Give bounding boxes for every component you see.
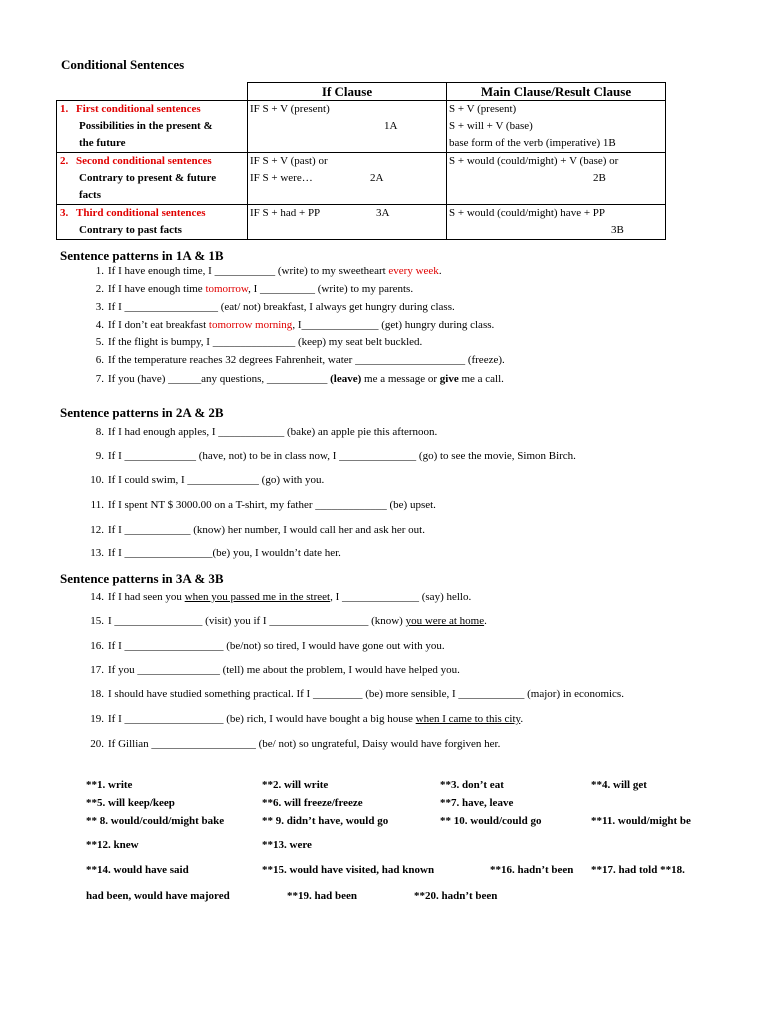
pattern-code: 1A [384, 120, 398, 132]
exercise-item [86, 263, 442, 279]
item-text: If I _________________ (eat/ not) breakfast, I always get hungry during class. [108, 301, 455, 313]
item-text: If I __________________ (be/not) so tired, I would have gone out with you. [108, 640, 445, 652]
item-number: 19. [90, 713, 104, 725]
item-text: If I spent NT $ 3000.00 on a T-shirt, my father _____________ (be) upset. [108, 499, 436, 511]
pattern-code: 3A [376, 207, 390, 219]
exercise-item [86, 334, 422, 350]
condition-title: Second conditional sentences [76, 155, 212, 167]
header-blank-cell [57, 83, 248, 101]
item-text: . [520, 713, 524, 725]
table-row [57, 101, 666, 153]
pattern-code: 2A [370, 172, 384, 184]
exercise-item [86, 589, 471, 605]
answer: ** 9. didn’t have, would go [262, 815, 389, 827]
item-number: 14. [90, 591, 104, 603]
exercise-item [86, 299, 455, 315]
main-clause-cell [447, 101, 666, 153]
answer: ** 10. would/could go [440, 815, 542, 827]
page-title: Conditional Sentences [61, 57, 185, 72]
if-clause-line: IF S + V (past) or [250, 155, 328, 167]
item-text: If you _______________ (tell) me about the problem, I would have helped you. [108, 664, 460, 676]
exercise-item [86, 522, 425, 538]
underlined-phrase: when I came to this city [415, 713, 521, 725]
section-heading: Sentence patterns in 1A & 1B [60, 248, 224, 263]
item-number: 9. [95, 450, 104, 462]
condition-number: 3. [60, 207, 69, 219]
exercise-item [86, 545, 341, 561]
condition-description: Possibilities in the present & [79, 120, 213, 132]
if-clause-cell [248, 153, 447, 205]
exercise-item [86, 317, 494, 333]
answer: **17. had told **18. [591, 864, 685, 876]
exercise-item [86, 638, 445, 654]
answer: **14. would have said [86, 864, 189, 876]
item-text: If I __________________ (be) rich, I would have bought a big house [108, 713, 416, 725]
exercise-item [86, 662, 460, 678]
item-number: 1. [95, 265, 104, 277]
time-expression: every week [388, 265, 439, 277]
item-text: me a message or [361, 373, 440, 385]
item-text: me a call. [458, 373, 504, 385]
condition-description: the future [79, 137, 126, 149]
underlined-phrase: you were at home [405, 615, 485, 627]
answer: **12. knew [86, 839, 139, 851]
exercise-item [86, 448, 576, 464]
answer: **5. will keep/keep [86, 797, 175, 809]
pattern-code: 3B [611, 224, 624, 236]
item-text: . [438, 265, 442, 277]
exercise-item [86, 497, 436, 513]
answer: ** 8. would/could/might bake [86, 815, 225, 827]
condition-title: First conditional sentences [76, 103, 201, 115]
answer: **19. had been [287, 890, 357, 902]
condition-name-cell [57, 153, 248, 205]
exercise-item [86, 472, 324, 488]
item-number: 8. [95, 426, 104, 438]
condition-number: 1. [60, 103, 69, 115]
item-text: If Gillian ___________________ (be/ not) so ungrateful, Daisy would have forgiven her. [108, 738, 501, 750]
exercise-item [86, 352, 505, 368]
item-number: 3. [95, 301, 104, 313]
item-number: 6. [95, 354, 104, 366]
item-number: 12. [90, 524, 104, 536]
main-clause-line: S + would (could/might) + V (base) or [449, 155, 619, 167]
answer: **3. don’t eat [440, 779, 504, 791]
item-text: If I ____________ (know) her number, I would call her and ask her out. [108, 524, 425, 536]
item-number: 17. [90, 664, 104, 676]
answer: **20. hadn’t been [414, 890, 498, 902]
time-expression: tomorrow [205, 283, 249, 295]
exercise-item [86, 711, 523, 727]
item-number: 11. [90, 499, 104, 511]
condition-name-cell [57, 205, 248, 240]
time-expression: tomorrow morning [208, 319, 293, 331]
item-number: 20. [90, 738, 104, 750]
section-heading: Sentence patterns in 2A & 2B [60, 405, 224, 420]
item-text: If I had enough apples, I ____________ (bake) an apple pie this afternoon. [108, 426, 438, 438]
item-text: If I don’t eat breakfast [108, 319, 209, 331]
item-text: (leave) [330, 373, 362, 385]
item-text: If I _____________ (have, not) to be in class now, I ______________ (go) to see the movie, Simon Birch. [108, 450, 576, 462]
item-number: 13. [90, 547, 104, 559]
underlined-phrase: when you passed me in the street [184, 591, 331, 603]
item-text: , I __________ (write) to my parents. [248, 283, 414, 295]
if-clause-cell [248, 101, 447, 153]
item-text: , I______________ (get) hungry during class. [292, 319, 495, 331]
item-text: If I could swim, I _____________ (go) with you. [108, 474, 325, 486]
item-text: If the flight is bumpy, I _______________ (keep) my seat belt buckled. [108, 336, 423, 348]
item-text: If you (have) ______any questions, ___________ [108, 373, 331, 385]
if-clause-cell [248, 205, 447, 240]
item-number: 15. [90, 615, 104, 627]
item-text: If I have enough time, I ___________ (write) to my sweetheart [108, 265, 389, 277]
table-row [57, 205, 666, 240]
item-number: 18. [90, 688, 104, 700]
main-clause-line: S + would (could/might) have + PP [449, 207, 606, 219]
condition-number: 2. [60, 155, 69, 167]
item-number: 16. [90, 640, 104, 652]
if-clause-line: IF S + were… [250, 172, 313, 184]
conditional-table [56, 82, 666, 240]
answer: **4. will get [591, 779, 647, 791]
item-text: If I ________________(be) you, I wouldn’t date her. [108, 547, 341, 559]
answer: **15. would have visited, had known [262, 864, 435, 876]
if-clause-line: IF S + had + PP [250, 207, 321, 219]
main-clause-cell [447, 205, 666, 240]
exercise-item [86, 371, 504, 387]
answer: **11. would/might be [591, 815, 691, 827]
item-number: 4. [95, 319, 104, 331]
main-clause-header: Main Clause/Result Clause [447, 83, 666, 101]
if-clause-line: IF S + V (present) [250, 103, 330, 115]
answer: **6. will freeze/freeze [262, 797, 363, 809]
item-text: give [439, 373, 459, 385]
answer: **1. write [86, 779, 133, 791]
condition-title: Third conditional sentences [76, 207, 206, 219]
item-text: , I ______________ (say) hello. [330, 591, 472, 603]
exercise-item [86, 424, 437, 440]
condition-description: Contrary to past facts [79, 224, 182, 236]
answer: **13. were [262, 839, 312, 851]
item-text: If I had seen you [108, 591, 185, 603]
exercise-item [86, 281, 413, 297]
item-number: 2. [95, 283, 104, 295]
answer: **16. hadn’t been [490, 864, 574, 876]
main-clause-line: S + will + V (base) [449, 120, 533, 132]
if-clause-header: If Clause [248, 83, 447, 101]
table-header-row [57, 83, 666, 101]
answer: **7. have, leave [440, 797, 514, 809]
item-text: If I have enough time [108, 283, 206, 295]
main-clause-cell [447, 153, 666, 205]
item-text: If the temperature reaches 32 degrees Fahrenheit, water ____________________ (freeze). [108, 354, 505, 366]
item-number: 7. [95, 373, 104, 385]
condition-description: Contrary to present & future [79, 172, 217, 184]
condition-description: facts [79, 189, 101, 201]
item-number: 10. [90, 474, 104, 486]
answer: had been, would have majored [86, 890, 230, 902]
section-heading: Sentence patterns in 3A & 3B [60, 571, 224, 586]
pattern-code: 2B [593, 172, 606, 184]
exercise-item [86, 686, 624, 702]
main-clause-line: base form of the verb (imperative) 1B [449, 137, 616, 149]
item-text: I should have studied something practical. If I _________ (be) more sensible, I ____________ (major) in economics. [108, 688, 624, 700]
main-clause-line: S + V (present) [449, 103, 517, 115]
condition-name-cell [57, 101, 248, 153]
item-text: I ________________ (visit) you if I __________________ (know) [108, 615, 406, 627]
exercise-item [86, 613, 487, 629]
item-number: 5. [95, 336, 104, 348]
table-row [57, 153, 666, 205]
exercise-item [86, 736, 500, 752]
answer: **2. will write [262, 779, 329, 791]
item-text: . [484, 615, 487, 627]
